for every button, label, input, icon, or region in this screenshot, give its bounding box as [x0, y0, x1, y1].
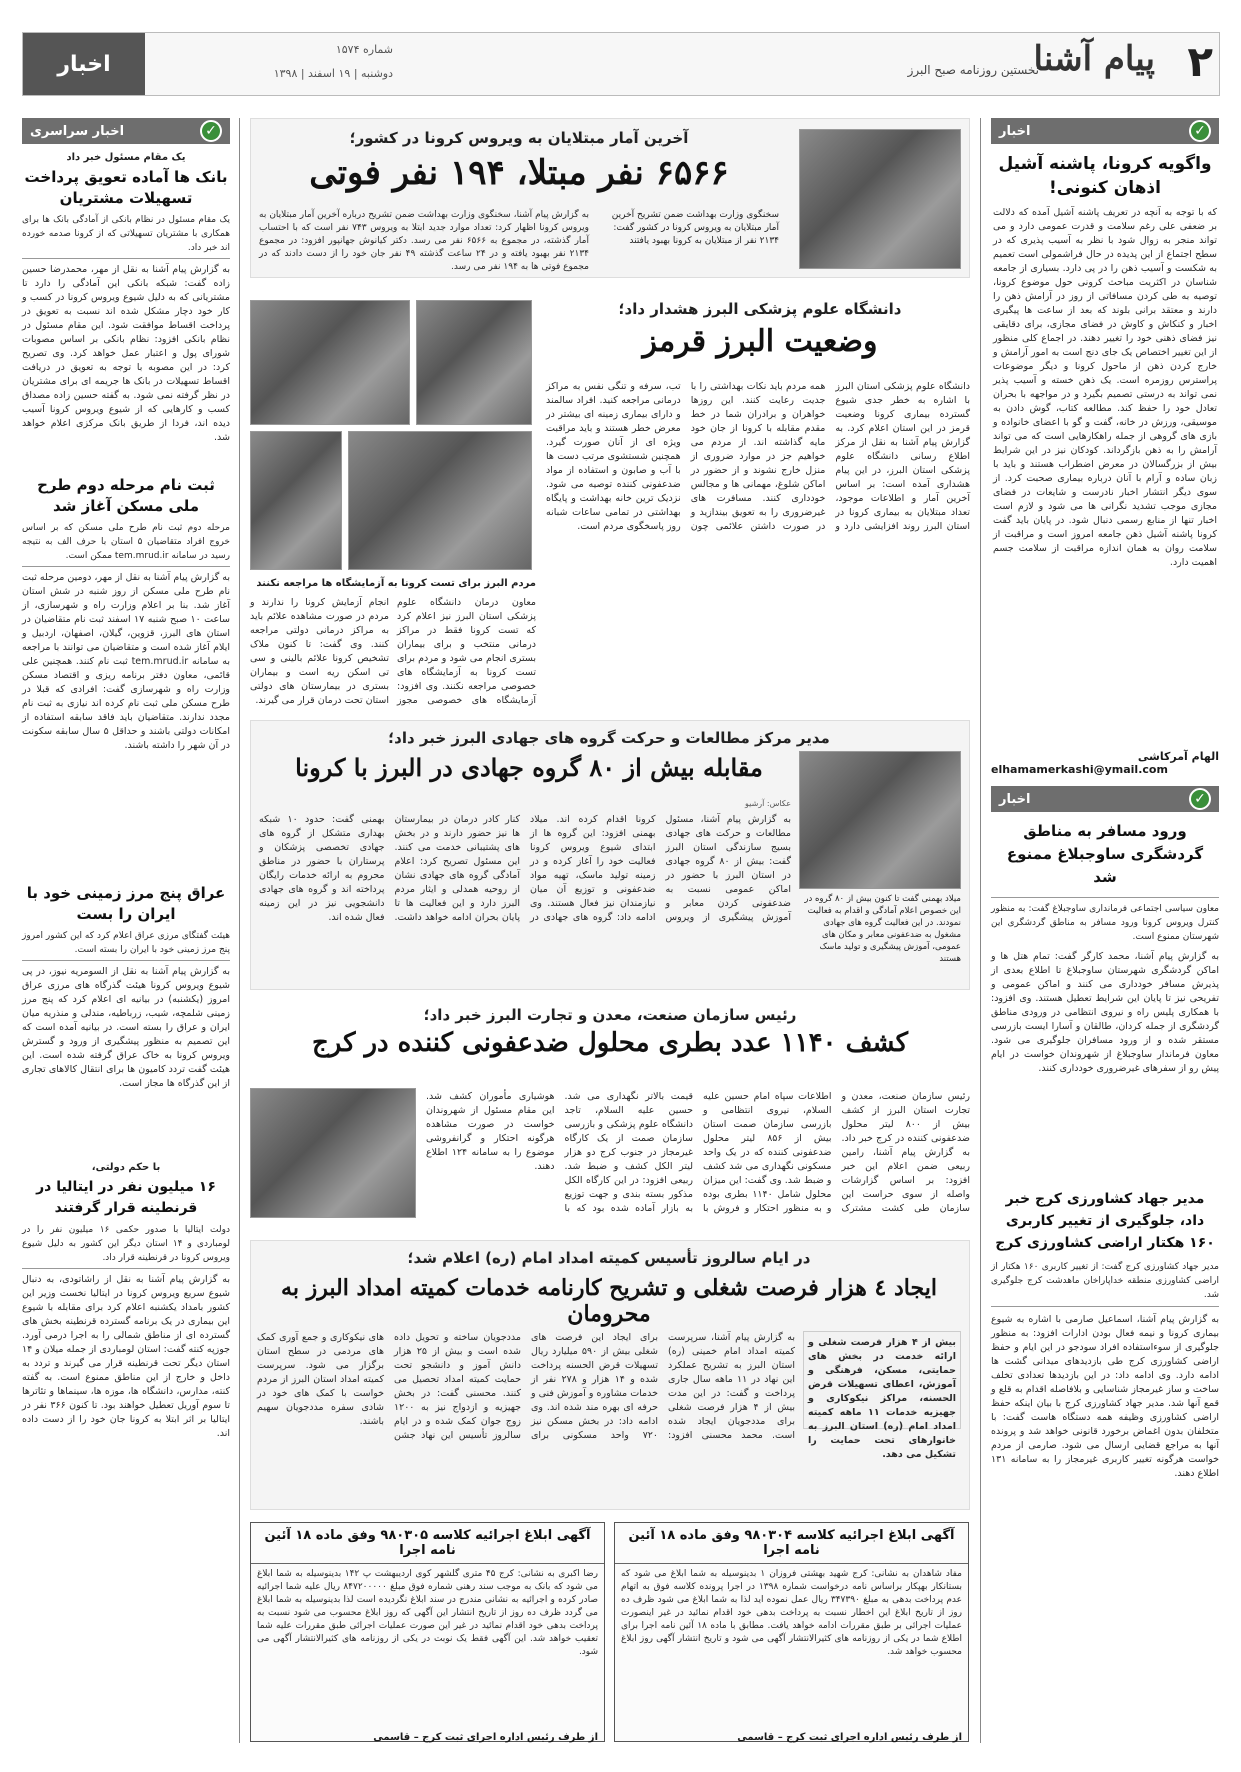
spokesman-photo — [799, 129, 961, 269]
relief-highlight-box: بیش از ۴ هزار فرصت شغلی و ارائه خدمت در بخش های حمایتی، مسکن، فرهنگی و آموزش، اعطای تسهیلات قرض الحسنه، مراکز نیکوکاری و جهیزیه خدمات ۱۱ ماهه کمیته امداد امام (ره) استان البرز به خانوارهای تحت حمایت را تشکیل می دهد. — [803, 1331, 961, 1429]
right-column — [991, 118, 1219, 1743]
column-divider — [980, 118, 981, 1743]
issue-date: دوشنبه | ۱۹ اسفند | ۱۳۹۸ — [273, 67, 393, 80]
right-box-label: اخبار — [999, 123, 1031, 139]
notice-title: آگهی ابلاغ اجرائیه کلاسه ۹۸۰۳۰۴ وفق ماده ۱۸ آئین نامه اجرا — [615, 1523, 968, 1564]
top-story — [250, 118, 970, 278]
relief-kicker: در ایام سالروز تأسیس کمیته امداد امام (ره) اعلام شد؛ — [407, 1249, 811, 1267]
top-story-kicker: آخرین آمار مبتلایان به ویروس کرونا در کشور؛ — [349, 129, 689, 147]
alborz-test-body: معاون درمان دانشگاه علوم پزشکی استان البرز نیز اعلام کرد که تست کرونا فقط در مراکز درمانی منتخب و برای بیماران بستری انجام می شود و مردم برای تست کرونا به آزمایشگاه های خصوصی مراجعه نکنند. وی افزود: آزمایشگاه های خصوصی مجوز انجام آزمایش کرونا را ندارند و مردم در صورت مشاهده علائم باید به مراکز درمانی دولتی مراجعه کنند. وی گفت: تا کنون ملاک تشخیص کرونا علائم بالینی و سی تی اسکن ریه است و بیماران بستری در بیمارستان های دولتی استان تحت درمان قرار می گیرند. — [250, 597, 536, 706]
iraq-headline: عراق پنج مرز زمینی خود با ایران را بست — [26, 884, 226, 923]
savojbolagh-body: به گزارش پیام آشنا، محمد کارگر گفت: تمام هتل ها و اماکن گردشگری شهرستان ساوجبلاغ تا اطلاع بعدی از پذیرش مسافر خودداری می کنند و اماکن عمومی و تفریحی نیز تا پایان این شرایط تعطیل هستند. وی افزود: با همکاری پلیس راه و نیروی انتظامی در ورودی مناطق گردشگری از جمله کردان، طالقان و آسارا ایست بازرسی مستقر شده و از ورود مسافران جلوگیری می شود. معاون فرماندار ساوجبلاغ از شهروندان خواست در ایام پیش رو از سفرهای غیرضروری خودداری کنند. — [991, 951, 1219, 1074]
alborz-red-body: دانشگاه علوم پزشکی استان البرز با اشاره به خطر جدی شیوع گسترده بیماری کرونا وضعیت قرمز در این استان اعلام کرد. به گزارش پیام آشنا به نقل از مرکز اطلاع رسانی دانشگاه علوم پزشکی استان البرز، در این پیام هشداری آمده است: بر اساس آخرین آمار و اطلاعات موجود، تعداد مبتلایان به بیماری کرونا در استان البرز روند افزایشی دارد و همه مردم باید نکات بهداشتی را با جدیت رعایت کنند. این روزها خواهران و برادران شما در خط مقدم مقابله با کرونا از جان خود مایه گذاشته اند. از مردم می خواهیم جز در موارد ضروری از منزل خارج نشوند و از حضور در اماکن شلوغ، مهمانی ها و مجالس خودداری کنند. مسافرت های غیرضروری را به تعویق بیندازید و در صورت داشتن علائمی چون تب، سرفه و تنگی نفس به مراکز درمانی مراجعه کنید. افراد سالمند و دارای بیماری زمینه ای بیشتر در معرض خطر هستند و باید مراقبت ویژه ای از آنان صورت گیرد. همچنین شستشوی مرتب دست ها با آب و صابون و استفاده از مواد ضدعفونی کننده توصیه می شود. نزدیک ترین خانه بهداشت و پایگاه بهداشتی در تمامی ساعات شبانه روز پاسخگوی مردم است. — [546, 381, 970, 532]
check-icon: ✓ — [1189, 120, 1211, 142]
check-icon: ✓ — [200, 120, 222, 142]
legal-notice-1 — [614, 1522, 969, 1742]
notice-signature: از طرف رئیس اداره اجرای ثبت کرج – قاسمی — [373, 1732, 598, 1743]
italy-body: به گزارش پیام آشنا به نقل از راشاتودی، به دنبال شیوع سریع ویروس کرونا در ایتالیا نخست وزیر این کشور بامداد یکشنبه اعلام کرد برای مقابله با شیوع این بیماری در یک برنامه گسترده قرنطینه بخش های گسترده ای از مناطق شمالی را به اجرا درمی آورد. جوزپه کنته گفت: استان لومباردی از جمله میلان و ۱۴ استان دیگر تحت قرنطینه قرار می گیرند و تردد به داخل و خارج از این مناطق ممنوع است. به گفته کنته، مدارس، دانشگاه ها، موزه ها، سینماها و تئاترها تا سوم آوریل تعطیل خواهند بود. تا کنون ۳۶۶ نفر در ایتالیا بر اثر ابتلا به کرونا جان خود را از دست داده اند. — [22, 1274, 230, 1439]
alborz-test-kicker: مردم البرز برای تست کرونا به آزمایشگاه ها مراجعه نکنند — [256, 578, 536, 589]
right-box2-header — [991, 786, 1219, 812]
notice-title: آگهی ابلاغ اجرائیه کلاسه ۹۸۰۳۰۵ وفق ماده ۱۸ آئین نامه اجرا — [251, 1523, 604, 1564]
section-label: اخبار — [23, 33, 145, 95]
savojbolagh-headline: ورود مسافر به مناطق گردشگری ساوجبلاغ ممنوع شد — [1006, 822, 1204, 886]
bank-lead: یک مقام مسئول در نظام بانکی از آمادگی بانک ها برای همکاری با مشتریان تسهیلاتی که از کرونا صدمه خورده اند خبر داد. — [22, 213, 230, 259]
left-box-header — [22, 118, 230, 144]
disinfectant-body: رئیس سازمان صنعت، معدن و تجارت استان البرز از کشف بیش از ۸۰۰ لیتر محلول ضدعفونی کننده در کرج خبر داد. به گزارش پیام آشنا، رامین ربیعی ضمن اعلام این خبر افزود: بر اساس گزارشات واصله از سوی حراست این سازمان طی کشت مشترک اطلاعات سپاه امام حسین علیه السلام، نیروی انتظامی و بازرسی سازمان صمت استان بیش از ۸۵۶ لیتر محلول ضدعفونی کننده که در یک واحد مسکونی نگهداری می شد کشف و ضبط شد. وی گفت: این میزان محلول شامل ۱۱۴۰ بطری بوده و به منظور احتکار و فروش با قیمت بالاتر نگهداری می شد. حسین علیه السلام، تاجد دانشگاه علوم پزشکی و بازرسی سازمان صمت از یک کارگاه غیرمجاز در جنوب کرج دو هزار لیتر الکل کشف و ضبط شد. ربیعی افزود: در این کارگاه الکل مذکور بسته بندی و جهت توزیع به بازار آماده شده بود که با هوشیاری مأموران کشف شد. این مقام مسئول از شهروندان خواست در صورت مشاهده هرگونه احتکار و گرانفروشی موضوع را به سامانه ۱۲۴ اطلاع دهند. — [426, 1091, 970, 1214]
editorial-body: که با توجه به آنچه در تعریف پاشنه آشیل آمده که دلالت بر ضعفی علی رغم سلامت و قدرت عمومی دارد و می تواند منجر به زوال شود با نظر به آسیب پذیری که در سطح اجتماع از این پدیده در حال فراشمولی است تعمیم به شکست و آسیب ذهن را در پی دارد. بسیاری از جامعه شناسان در اکثریت مباحث کرونی حول موضوع کرونا، توصیه به طی کردن مسافاتی از روز در آرامش ذهن را دارند و معتقد برانی بلوند که بعد از ساعت ها پیگیری اخبار و کنکاش و کاوش در فضای مجازی، برای دقایقی نیز فضای ذهنی خود را تغییر دهند. در اجماع کلی منظور از این تغییر اختصاص یک جای دنج است به امور آرامش و خارج کردن ذهن از ماحول کرونا و دیگر موضوعات پراسترس روزمره است. یک ذهن خسته و آسیب پذیر نمی تواند به درستی تصمیم بگیرد و در مواجهه با بحران تعادل خود را حفظ کند. مطالعه کتاب، گوش دادن به موسیقی، ورزش در خانه، گفت و گو با اعضای خانواده و بازی های گروهی از جمله راهکارهایی است که می تواند آرامش را به ذهن بازگرداند. کودکان نیز در این شرایط بیش از بزرگسالان در معرض اضطراب هستند و باید با زبان ساده و آرام با آنان درباره بیماری صحبت کرد. از سوی دیگر انتشار اخبار نادرست و شایعات در فضای مجازی موجب تشدید نگرانی ها می شود و لازم است اخبار تنها از منابع رسمی دنبال شود. در پایان باید گفت کرونا پاشنه آشیل ذهن جامعه امروز است و مراقبت از سلامت روان به همان اندازه مراقبت از سلامت جسم اهمیت دارد. — [993, 207, 1217, 568]
notice-signature: از طرف رئیس اداره اجرای ثبت کرج – قاسمی — [737, 1732, 962, 1743]
alborz-red-story — [250, 290, 970, 710]
housing-lead: مرحله دوم ثبت نام طرح ملی مسکن که بر اساس خروج افراد متقاضیان ۵ استان با حرف الف به نتیجه رسید در سامانه tem.mrud.ir ممکن است. — [22, 521, 230, 567]
check-icon: ✓ — [1189, 788, 1211, 810]
top-story-caption: سخنگوی وزارت بهداشت ضمن تشریح آخرین آمار مبتلایان به ویروس کرونا در کشور گفت: ۲۱۳۴ نفر از مبتلایان به کرونا بهبود یافتند — [611, 210, 779, 246]
jihadi-story — [250, 720, 970, 990]
disinfectant-photo — [250, 1088, 416, 1218]
editorial-author: الهام آمرکاشی — [1137, 750, 1219, 763]
karaj-agri-lead: مدیر جهاد کشاورزی کرج گفت: از تغییر کاربری ۱۶۰ هکتار از اراضی کشاورزی منطقه خداپاراخان ماهدشت کرج جلوگیری شد. — [991, 1260, 1219, 1307]
relief-body: به گزارش پیام آشنا، سرپرست کمیته امداد امام خمینی (ره) استان البرز به تشریح عملکرد این نهاد در ۱۱ ماهه سال جاری پرداخت و گفت: در این مدت بیش از ۴ هزار فرصت شغلی برای مددجویان ایجاد شده است. محمد محسنی افزود: برای ایجاد این فرصت های شغلی بیش از ۵۹۰ میلیارد ریال تسهیلات قرض الحسنه پرداخت شده و ۱۴ هزار و ۲۷۸ نفر از خدمات مشاوره و آموزش فنی و حرفه ای بهره مند شده اند. وی ادامه داد: در بخش مسکن نیز ۷۲۰ واحد مسکونی برای مددجویان ساخته و تحویل داده شده است و بیش از ۲۵ هزار دانش آموز و دانشجو تحت حمایت کمیته امداد تحصیل می کنند. محسنی گفت: در بخش جهیزیه و ازدواج نیز به ۱۲۰۰ زوج جوان کمک شده و در ایام سالروز تأسیس این نهاد جشن های نیکوکاری و جمع آوری کمک های مردمی در سطح استان برگزار می شود. سرپرست کمیته امداد استان البرز از مردم خواست با کمک های خود در شادی سفره مددجویان سهیم باشند. — [257, 1332, 795, 1441]
jihadi-photo — [799, 751, 961, 889]
jihadi-headline: مقابله بیش از ۸۰ گروه جهادی در البرز با کرونا — [295, 753, 763, 782]
housing-headline: ثبت نام مرحله دوم طرح ملی مسکن آغاز شد — [37, 476, 215, 515]
top-story-headline: ۶۵۶۶ نفر مبتلا، ۱۹۴ نفر فوتی — [309, 153, 729, 193]
relief-story — [250, 1240, 970, 1510]
right-box-header — [991, 118, 1219, 144]
story-photo — [250, 300, 410, 425]
jihadi-body: به گزارش پیام آشنا، مسئول مطالعات و حرکت های جهادی بسیج سازندگی استان البرز گفت: بیش از ۸۰ گروه جهادی در استان البرز با حضور در اماکن عمومی نسبت به ضدعفونی کردن معابر و آموزش پیشگیری از ویروس کرونا اقدام کرده اند. میلاد بهمنی افزود: این گروه ها از ابتدای شیوع ویروس کرونا فعالیت خود را آغاز کرده و در زمینه تولید ماسک، تهیه مواد ضدعفونی و توزیع آن میان نیازمندان نیز فعال هستند. وی ادامه داد: گروه های جهادی در کنار کادر درمان در بیمارستان ها نیز حضور دارند و در بخش های پشتیبانی خدمت می کنند. این مسئول تصریح کرد: اعلام آمادگی گروه های جهادی نشان از روحیه همدلی و ایثار مردم البرز دارد و این فعالیت ها تا پایان بحران ادامه خواهد داشت. بهمنی گفت: حدود ۱۰ شبکه بهداری متشکل از گروه های جهادی تخصصی پزشکان و پرستاران با حضور در مناطق محروم به ارائه خدمات رایگان پرداخته اند و گروه های جهادی دانشجویی نیز در این زمینه فعال شده اند. — [259, 814, 791, 923]
top-story-body: به گزارش پیام آشنا، سخنگوی وزارت بهداشت ضمن تشریح درباره آخرین آمار مبتلایان به ویروس کرونا اظهار کرد: تعداد موارد جدید ابتلا به ویروس ۷۴۳ نفر است که با احتساب آمار گذشته، در مجموع به ۶۵۶۶ نفر می رسد. دکتر کیانوش جهانپور افزود: در مجموع ۲۱۳۴ نفر بهبود یافته و در ۲۴ ساعت گذشته ۴۹ نفر جان خود را از دست دادند که در مجموع فوتی ها به ۱۹۴ نفر می رسد. — [259, 210, 589, 272]
bank-headline: بانک ها آماده تعویق پرداخت تسهیلات مشتریان — [24, 168, 228, 207]
bank-kicker: یک مقام مسئول خبر داد — [66, 152, 186, 163]
story-photo — [250, 431, 342, 570]
alborz-red-kicker: دانشگاه علوم پزشکی البرز هشدار داد؛ — [618, 300, 902, 318]
savojbolagh-lead: معاون سیاسی اجتماعی فرمانداری ساوجبلاغ گفت: به منظور کنترل ویروس کرونا ورود مسافر به مناطق گردشگری این شهرستان ممنوع است. — [991, 897, 1219, 944]
disinfectant-headline: کشف ۱۱۴۰ عدد بطری محلول ضدعفونی کننده در کرج — [311, 1028, 909, 1058]
editorial-headline: واگویه کرونا، پاشنه آشیل اذهان کنونی! — [998, 154, 1212, 198]
iraq-body: به گزارش پیام آشنا به نقل از السومریه نیوز، در پی شیوع ویروس کرونا هیئت گذرگاه های مرزی عراق امروز (یکشنبه) در بیانیه ای اعلام کرد که پنج مرز زمینی شلمچه، شیب، زرباطیه، مندلی و منذریه میان ایران و عراق را بسته است. در بیانیه آمده است که این تصمیم به منظور پیشگیری از ورود و گسترش ویروس کرونا به خاک عراق گرفته شده است. این هیئت گفت تردد کامیون ها برای انتقال کالاهای تجاری از این گذرگاه ها مجاز است. — [22, 966, 230, 1089]
column-divider — [239, 118, 240, 1743]
tagline: نخستین روزنامه صبح البرز — [907, 63, 1039, 77]
karaj-agri-body: به گزارش پیام آشنا، اسماعیل صارمی با اشاره به شیوع بیماری کرونا و نیمه فعال بودن ادارات افزود: به منظور جلوگیری از سوءاستفاده افراد سودجو در این ایام و حفظ اراضی کشاورزی کرج طی بازدیدهای میدانی گشت ها ادامه دارد. وی ادامه داد: در این بازدیدها تعدادی تخلف ساخت و ساز غیرمجاز شناسایی و بلافاصله اقدام به قلع و قمع آنها شد. مدیر جهاد کشاورزی کرج با بیان اینکه حفظ اراضی کشاورزی وظیفه همه دستگاه هاست گفت: با متخلفان بدون اغماض برخورد قانونی خواهد شد و پرونده آنها به مراجع قضایی ارسال می شود. صارمی از مردم خواست هرگونه تغییر کاربری غیرمجاز را به سامانه ۱۳۱ اطلاع دهند. — [991, 1314, 1219, 1479]
italy-kicker: با حکم دولتی، — [91, 1162, 161, 1173]
jihadi-kicker: مدیر مرکز مطالعات و حرکت گروه های جهادی البرز خبر داد؛ — [388, 729, 830, 747]
italy-headline: ۱۶ میلیون نفر در ایتالیا در قرنطینه قرار گرفتند — [36, 1179, 216, 1216]
alborz-red-headline: وضعیت البرز قرمز — [642, 324, 878, 359]
disinfectant-kicker: رئیس سازمان صنعت، معدن و تجارت البرز خبر داد؛ — [423, 1006, 797, 1024]
story-photo — [348, 431, 532, 570]
right-box2-label: اخبار — [999, 791, 1031, 807]
photo-credit: عکاس: آرشیو — [745, 799, 791, 808]
left-box-label: اخبار سراسری — [30, 123, 125, 139]
legal-notice-2 — [250, 1522, 605, 1742]
relief-headline: ایجاد ٤ هزار فرصت شغلی و تشریح کارنامه خدمات کمیته امداد البرز به محرومان — [281, 1275, 937, 1327]
issue-number: شماره ۱۵۷۴ — [335, 43, 393, 56]
story-photo — [416, 300, 532, 425]
jihadi-caption: میلاد بهمنی گفت تا کنون بیش از ۸۰ گروه در این خصوص اعلام آمادگی و اقدام به فعالیت نمودند. در این فعالیت گروه های جهادی مشغول به ضدعفونی معابر و مکان های عمومی، آموزش پیشگیری و تولید ماسک هستند — [804, 894, 961, 964]
bank-body: به گزارش پیام آشنا به نقل از مهر، محمدرضا حسین زاده گفت: شبکه بانکی این آمادگی را دارد تا مشتریانی که به دلیل شیوع ویروس کرونا در کسب و کار خود دچار مشکل شده اند نسبت به تعویق در پرداخت اقساط موافقت شود. این مقام مسئول در نظام بانکی افزود: نظام بانکی بر اساس مصوبات شورای پول و اعتبار عمل خواهد کرد. وی تصریح کرد: در این مصوبه با توجه به تعویق در دریافت اقساط تسهیلات در بانک ها جریمه ای برای مشتریان در نظر گرفته نمی شود. به گفته حسین زاده مصداق کسب و کارهایی که از شیوع ویروس کرونا آسیب دیده اند، فردا از طریق بانک مرکزی اعلام خواهد شد. — [22, 264, 230, 443]
notice-body: مفاد شاهدان به نشانی: کرج شهید بهشتی فروزان ۱ بدینوسیله به شما ابلاغ می شود که بستانکار بهپکار براساس نامه درخواست شماره ۱۳۹۸ در اجرا پرونده کلاسه فوق به اتهام عدم پرداخت بدهی به مبلغ ۳۴۷۳۹۰ ریال عمل نموده اید لذا به شما ابلاغ می شود ظرف ده روز از تاریخ ابلاغ این اخطار نسبت به پرداخت بدهی خود اقدام نمائید در غیر اینصورت عملیات اجرائی بر طبق مقررات ادامه خواهد یافت. مطابق با ماده ۱۸ آئین نامه اجرا برای اطلاع شما در یکی از روزنامه های کثیرالانتشار آگهی می شود و تاریخ انتشار آگهی روز ابلاغ محسوب خواهد شد. — [621, 1569, 962, 1657]
page-number: ۲ — [1187, 37, 1213, 86]
housing-body: به گزارش پیام آشنا به نقل از مهر، دومین مرحله ثبت نام طرح ملی مسکن از روز شنبه در شش استان آغاز شد. بنا بر اعلام وزارت راه و شهرسازی، از ساعت ۱۰ صبح شنبه ۱۷ اسفند ثبت نام متقاضیان در استان های البرز، قزوین، گیلان، اصفهان، اردبیل و ایلام آغاز شده است و متقاضیان می توانند با مراجعه به سامانه tem.mrud.ir ثبت نام کنند. همچنین علی قائمی، معاون دفتر برنامه ریزی و اقتصاد مسکن وزارت راه و شهرسازی گفت: افرادی که قبلا در طرح مسکن ملی ثبت نام کرده اند نیازی به ثبت نام مجدد ندارند. متقاضیان باید فاقد سابقه استفاده از امکانات دولتی باشند و حداقل ۵ سال سابقه سکونت در آن شهر را داشته باشند. — [22, 572, 231, 751]
masthead — [22, 32, 1220, 96]
karaj-agri-headline: مدیر جهاد کشاورزی کرج خبر داد، جلوگیری از تغییر کاربری ۱۶۰ هکتار اراضی کشاورزی کرج — [995, 1191, 1215, 1251]
left-column — [22, 118, 230, 1743]
iraq-lead: هیئت گفتگای مرزی عراق اعلام کرد که این کشور امروز پنج مرز زمینی خود با ایران را بسته است. — [22, 929, 230, 961]
editorial-email: elhamamerkashi@ymail.com — [991, 763, 1168, 776]
newspaper-logo: پیام آشنا — [1033, 39, 1155, 79]
notice-body: رضا اکبری به نشانی: کرج ۴۵ متری گلشهر کوی اردیبهشت پ ۱۴۲ بدینوسیله به شما ابلاغ می شود که بانک به موجب سند رهنی شماره فوق مبلغ ۸۴۷۲۰۰۰۰۰ ریال علیه شما اجرائیه صادر کرده و اجرائیه به نشانی مندرج در سند ابلاغ نگردیده است لذا بدینوسیله به شما ابلاغ می گردد ظرف ده روز از تاریخ انتشار این آگهی که روز ابلاغ محسوب می شود نسبت به پرداخت بدهی خود اقدام نمائید در غیر این صورت عملیات اجرائی طبق مقررات علیه شما تعقیب خواهد شد. این آگهی فقط یک نوبت در یکی از روزنامه های کثیرالانتشار آگهی می شود. — [257, 1569, 599, 1657]
italy-lead: دولت ایتالیا با صدور حکمی ۱۶ میلیون نفر را در لومباردی و ۱۴ استان دیگر این کشور به دلیل شیوع ویروس کرونا در قرنطینه قرار داد. — [22, 1223, 230, 1269]
disinfectant-story — [250, 1000, 970, 1225]
